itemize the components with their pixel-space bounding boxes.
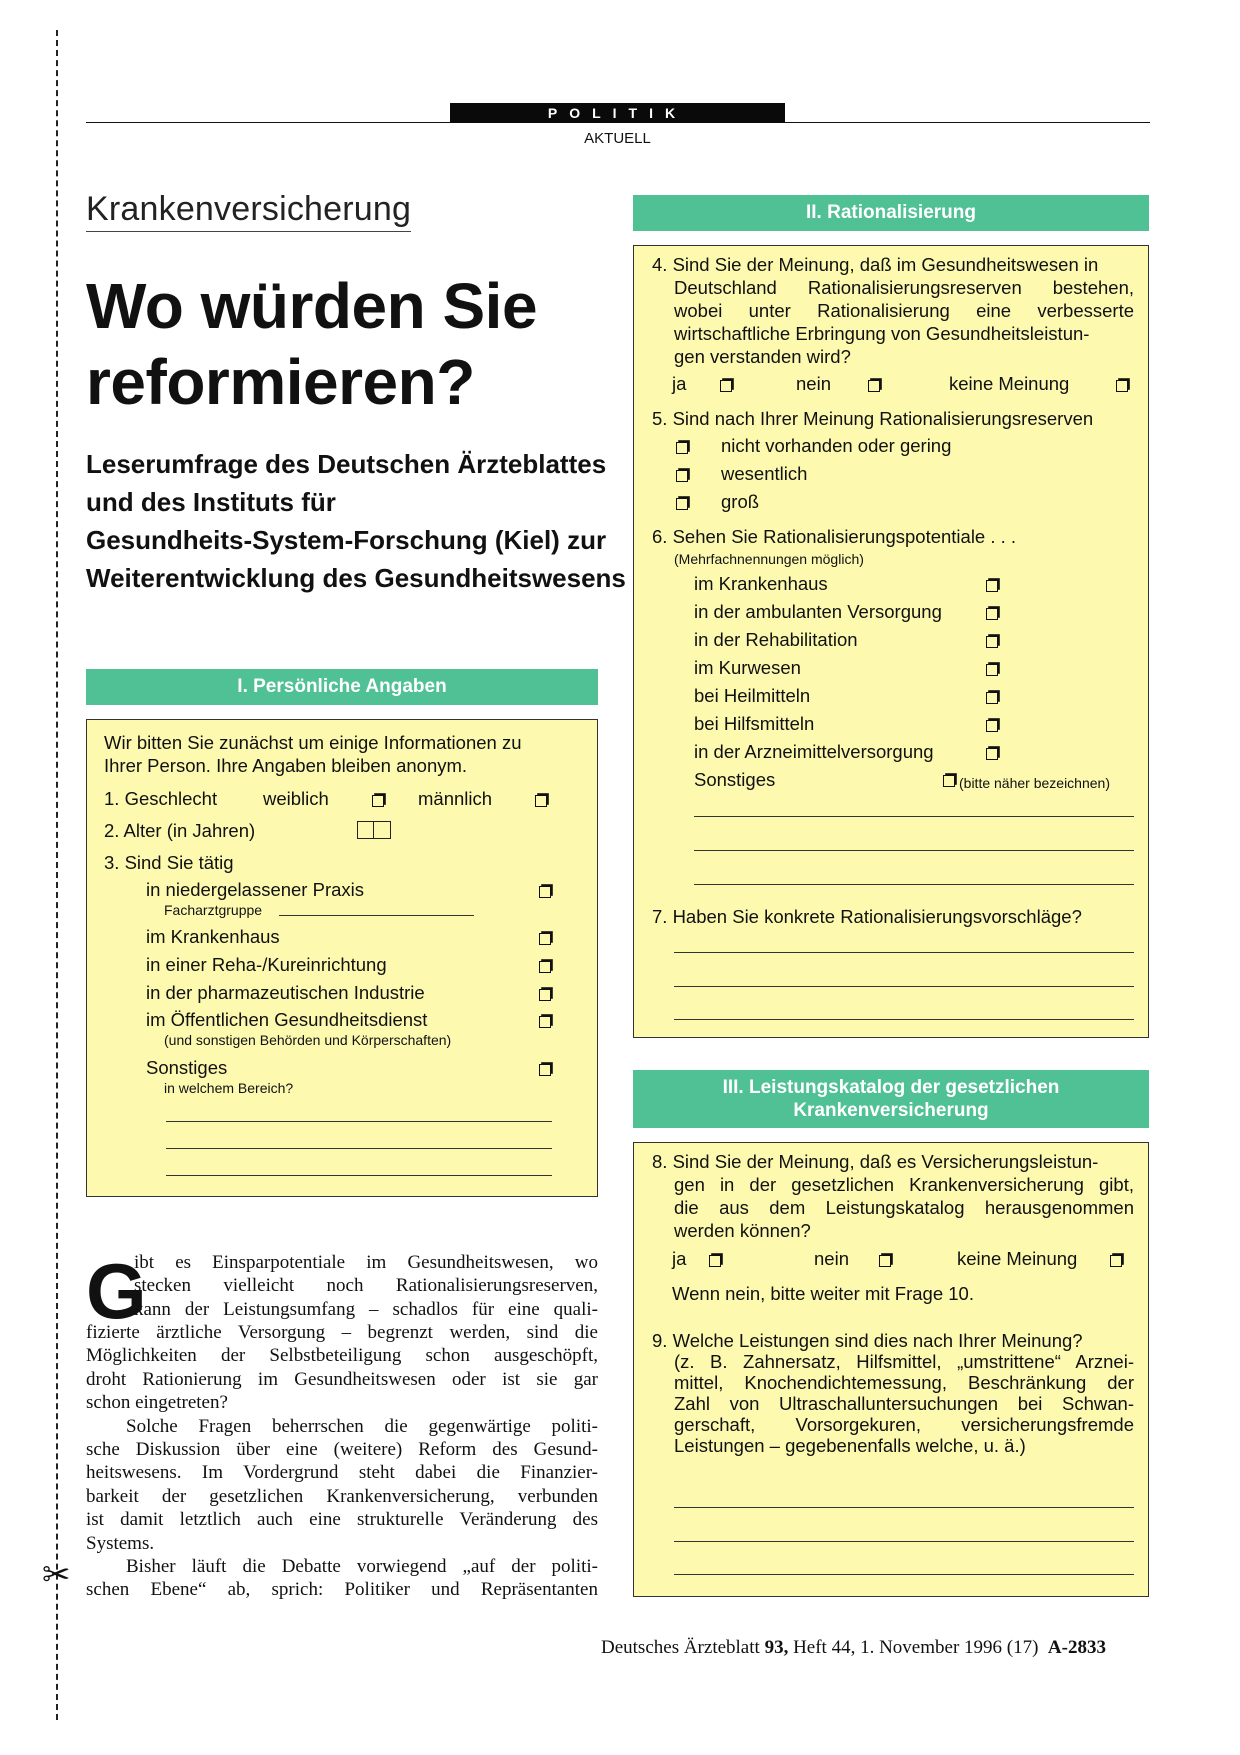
part1-form: [86, 719, 598, 1197]
wenn-nein-note: Wenn nein, bitte weiter mit Frage 10.: [672, 1283, 974, 1304]
q8-line: werden können?: [674, 1220, 811, 1241]
body-line: kann der Leistungsumfang – schadlos für eine quali-: [134, 1298, 598, 1320]
facharzt-input-line[interactable]: [279, 915, 474, 916]
footer-volume: 93,: [764, 1637, 789, 1658]
q6-option: Sonstiges: [694, 769, 776, 790]
checkbox-q4-keine[interactable]: [1116, 380, 1128, 392]
checkbox-q5-opt[interactable]: [676, 442, 688, 454]
checkbox-reha[interactable]: [539, 961, 551, 973]
q7-label: 7. Haben Sie konkrete Rationalisierungsvorschläge?: [652, 906, 1082, 927]
q3-option: Sonstiges: [146, 1057, 228, 1078]
answer-line[interactable]: [674, 986, 1134, 987]
checkbox-q5-opt[interactable]: [676, 470, 688, 482]
answer-line[interactable]: [694, 816, 1134, 817]
section-label: POLITIK: [450, 103, 785, 123]
q4-line: gen verstanden wird?: [674, 346, 851, 367]
checkbox-q4-ja[interactable]: [720, 380, 732, 392]
checkbox-pharma[interactable]: [539, 989, 551, 1001]
body-line: fizierte ärztliche Versorgung – begrenzt werden, sind die: [86, 1322, 598, 1343]
body-line: schon eingetreten?: [86, 1392, 228, 1414]
checkbox-q8-ja[interactable]: [709, 1255, 721, 1267]
q9-line: Leistungen – gegebenenfalls welche, u. ä.): [674, 1435, 1026, 1456]
part2-form: [633, 245, 1149, 1038]
q6-option: bei Heilmitteln: [694, 685, 811, 706]
q5-option: groß: [721, 491, 760, 512]
answer-label: ja: [672, 1248, 687, 1269]
checkbox-q6-opt[interactable]: [986, 748, 998, 760]
answer-label: keine Meinung: [949, 373, 1070, 394]
body-line: heitswesens. Im Vordergrund steht dabei die Finanzier-: [86, 1462, 598, 1484]
q4-line: Deutschland Rationalisierungsreserven bestehen,: [674, 277, 1134, 298]
checkbox-q6-sonstiges[interactable]: [943, 775, 955, 787]
q6-option: im Kurwesen: [694, 657, 801, 678]
answer-line[interactable]: [674, 1507, 1134, 1508]
cut-line: [56, 30, 58, 1720]
part1-heading: I. Persönliche Angaben: [86, 669, 598, 705]
scissors-icon: ✂: [42, 1555, 71, 1595]
q1-option-label: weiblich: [263, 788, 329, 809]
q8-line: gen in der gesetzlichen Krankenversicherung gibt,: [674, 1174, 1134, 1195]
behoerden-note: (und sonstigen Behörden und Körperschaften): [164, 1032, 452, 1048]
body-line: Möglichkeiten der Selbstbeteiligung schon ausgeschöpft,: [86, 1345, 598, 1367]
checkbox-q6-opt[interactable]: [986, 692, 998, 704]
body-line: schen Ebene“ ab, sprich: Politiker und Repräsentanten: [86, 1579, 598, 1601]
answer-label: ja: [672, 373, 687, 394]
checkbox-q6-opt[interactable]: [986, 664, 998, 676]
q3-option: in der pharmazeutischen Industrie: [146, 982, 425, 1003]
checkbox-q6-opt[interactable]: [986, 580, 998, 592]
q1-label: 1. Geschlecht: [104, 788, 218, 809]
answer-line[interactable]: [674, 1019, 1134, 1020]
footer-citation: [601, 1637, 1106, 1659]
answer-line[interactable]: [674, 952, 1134, 953]
part3-heading: [633, 1070, 1149, 1128]
footer-journal: Deutsches Ärzteblatt: [601, 1637, 760, 1658]
footer-page: A-2833: [1047, 1637, 1106, 1658]
answer-line[interactable]: [674, 1541, 1134, 1542]
q4-line: wobei unter Rationalisierung eine verbesserte: [674, 300, 1134, 321]
body-paragraph: [86, 1321, 598, 1602]
subhead-line: Gesundheits-System-Forschung (Kiel) zur: [86, 525, 607, 555]
body-line: ibt es Einsparpotentiale im Gesundheitswesen, wo: [134, 1252, 598, 1273]
body-line: Bisher läuft die Debatte vorwiegend „auf der politi-: [126, 1556, 598, 1578]
q3-option: im Öffentlichen Gesundheitsdienst: [146, 1009, 428, 1030]
footer-issue: Heft 44, 1. November 1996 (17): [793, 1637, 1039, 1658]
body-line: stecken vielleicht noch Rationalisierungsreserven,: [134, 1275, 598, 1297]
q9-line: Zahl von Ultraschalluntersuchungen bei Schwan-: [674, 1393, 1134, 1414]
checkbox-sonstiges[interactable]: [539, 1064, 551, 1076]
part3-heading-line: Krankenversicherung: [793, 1100, 989, 1121]
checkbox-q6-opt[interactable]: [986, 608, 998, 620]
q4-line: 4. Sind Sie der Meinung, daß im Gesundheitswesen in: [652, 254, 1099, 275]
body-line: sche Diskussion über eine (weitere) Reform des Gesund-: [86, 1439, 598, 1461]
part1-intro: Wir bitten Sie zunächst um einige Informationen zu: [104, 732, 522, 753]
answer-label: keine Meinung: [957, 1248, 1078, 1269]
body-line: droht Rationierung im Gesundheitswesen oder ist sie gar: [86, 1368, 598, 1390]
checkbox-q6-opt[interactable]: [986, 720, 998, 732]
q3-label: 3. Sind Sie tätig: [104, 852, 234, 873]
checkbox-krankenhaus[interactable]: [539, 933, 551, 945]
q6-option: bei Hilfsmitteln: [694, 713, 815, 734]
q3-option: in niedergelassener Praxis: [146, 879, 365, 900]
body-paragraph: [134, 1251, 598, 1321]
q5-label: 5. Sind nach Ihrer Meinung Rationalisierungsreserven: [652, 408, 1094, 429]
q8-line: 8. Sind Sie der Meinung, daß es Versicherungsleistun-: [652, 1151, 1099, 1172]
checkbox-maennlich[interactable]: [535, 795, 547, 807]
q5-option: wesentlich: [721, 463, 808, 484]
q9-line: gerschaft, Vorsorgekuren, versicherungsfremde: [674, 1414, 1134, 1435]
q3-option: in einer Reha-/Kureinrichtung: [146, 954, 387, 975]
body-line: Solche Fragen beherrschen die gegenwärtige politi-: [126, 1415, 598, 1437]
checkbox-weiblich[interactable]: [372, 795, 384, 807]
q6-option: in der ambulanten Versorgung: [694, 601, 942, 622]
checkbox-q5-opt[interactable]: [676, 498, 688, 510]
checkbox-oegd[interactable]: [539, 1016, 551, 1028]
part1-intro: Ihrer Person. Ihre Angaben bleiben anonym.: [104, 755, 468, 776]
age-input[interactable]: [357, 821, 391, 839]
q6-option: im Krankenhaus: [694, 573, 828, 594]
subsection-label: AKTUELL: [584, 130, 651, 147]
checkbox-q8-nein[interactable]: [879, 1255, 891, 1267]
part3-heading-line: III. Leistungskatalog der gesetzlichen: [722, 1077, 1060, 1098]
q2-label: 2. Alter (in Jahren): [104, 820, 256, 841]
part3-form: [633, 1142, 1149, 1597]
q9-line: (z. B. Zahnersatz, Hilfsmittel, „umstrittene“ Arznei-: [674, 1351, 1134, 1372]
answer-line[interactable]: [166, 1121, 552, 1122]
answer-line[interactable]: [166, 1175, 552, 1176]
body-line: Systems.: [86, 1532, 155, 1554]
q4-line: wirtschaftliche Erbringung von Gesundheitsleistun-: [674, 323, 1090, 344]
bereich-note: in welchem Bereich?: [164, 1080, 294, 1096]
answer-line[interactable]: [694, 850, 1134, 851]
q6-label: 6. Sehen Sie Rationalisierungspotentiale . . .: [652, 526, 1017, 547]
subheadline: [86, 445, 626, 597]
answer-label: nein: [796, 373, 831, 394]
answer-line[interactable]: [166, 1148, 552, 1149]
subhead-line: Weiterentwicklung des Gesundheitswesens: [86, 563, 626, 593]
subhead-line: Leserumfrage des Deutschen Ärzteblattes: [86, 449, 607, 479]
q5-option: nicht vorhanden oder gering: [721, 435, 952, 456]
headline-line: reformieren?: [86, 346, 475, 418]
q6-note: (Mehrfachnennungen möglich): [674, 551, 864, 567]
subhead-line: und des Instituts für: [86, 487, 336, 517]
answer-line[interactable]: [694, 884, 1134, 885]
answer-line[interactable]: [674, 1574, 1134, 1575]
facharzt-label: Facharztgruppe: [164, 902, 263, 918]
headline: [86, 268, 606, 420]
q6-other-note: (bitte näher bezeichnen): [959, 775, 1110, 791]
q8-line: die aus dem Leistungskatalog herausgenommen: [674, 1197, 1134, 1218]
checkbox-q8-keine[interactable]: [1110, 1255, 1122, 1267]
q9-line: 9. Welche Leistungen sind dies nach Ihrer Meinung?: [652, 1330, 1083, 1351]
q9-line: mittel, Knochendichtemessung, Beschränkung der: [674, 1372, 1134, 1393]
kicker: Krankenversicherung: [86, 190, 411, 232]
checkbox-q4-nein[interactable]: [868, 380, 880, 392]
body-line: barkeit der gesetzlichen Krankenversicherung, verbunden: [86, 1485, 598, 1507]
checkbox-praxis[interactable]: [539, 886, 551, 898]
headline-line: Wo würden Sie: [86, 270, 538, 342]
checkbox-q6-opt[interactable]: [986, 636, 998, 648]
drop-cap: G: [86, 1247, 147, 1335]
q6-option: in der Rehabilitation: [694, 629, 858, 650]
q6-option: in der Arzneimittelversorgung: [694, 741, 934, 762]
q3-option: im Krankenhaus: [146, 926, 280, 947]
q1-option-label: männlich: [418, 788, 493, 809]
body-line: ist damit letztlich auch eine strukturelle Veränderung des: [86, 1509, 598, 1531]
part2-heading: II. Rationalisierung: [633, 195, 1149, 231]
answer-label: nein: [814, 1248, 849, 1269]
